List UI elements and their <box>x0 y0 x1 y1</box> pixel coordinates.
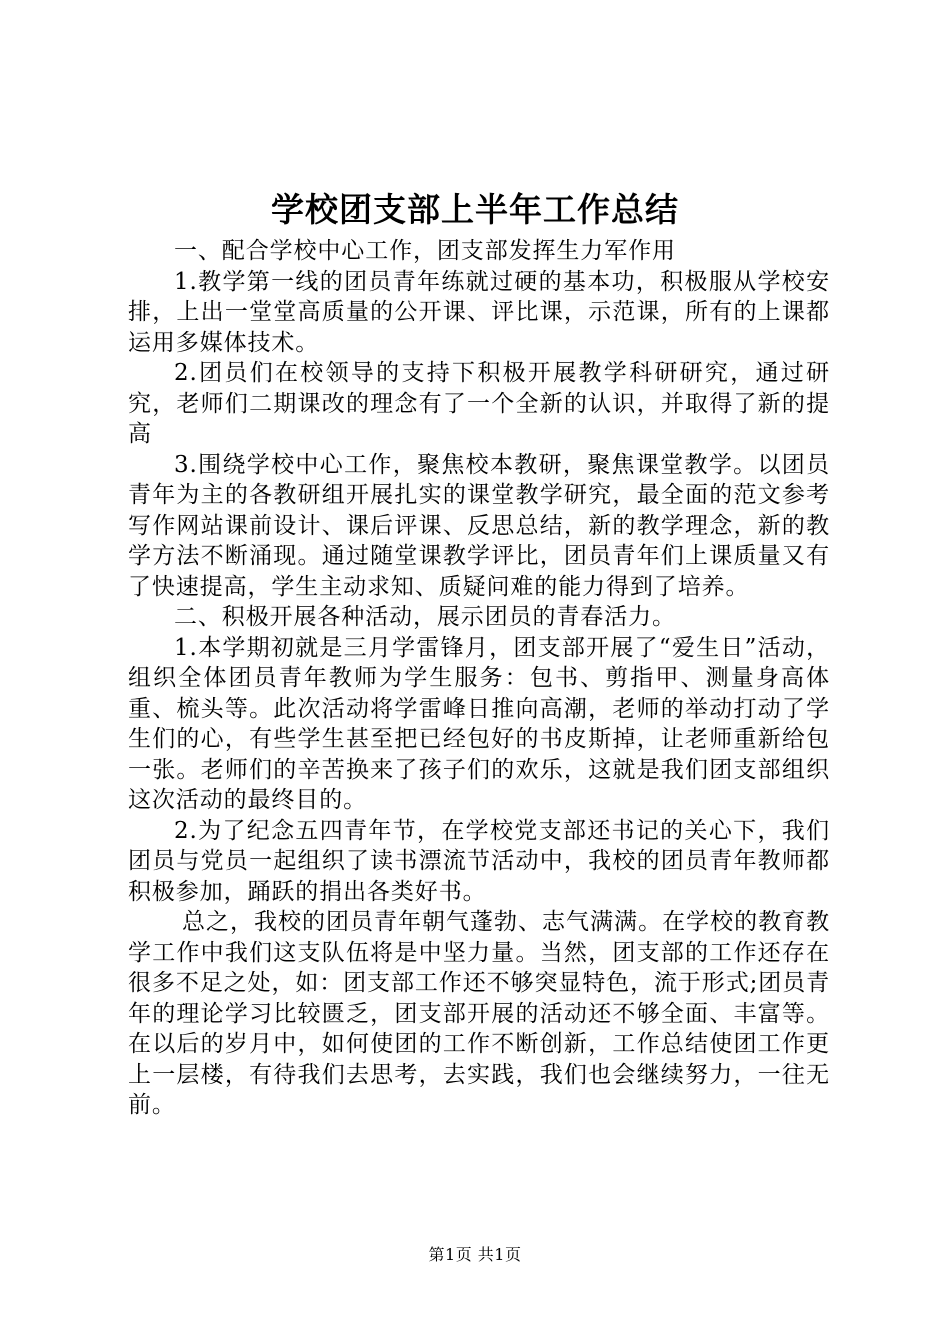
section-heading-1: 一、配合学校中心工作，团支部发挥生力军作用 <box>174 238 676 264</box>
page-footer: 第1页 共1页 <box>428 1245 522 1264</box>
paragraph-item-1-2: 2.团员们在校领导的支持下积极开展教学科研研究，通过研究，老师们二期课改的理念有了一个全新的认识，并取得了新的提高 <box>128 360 830 447</box>
paragraph-item-2-1: 1.本学期初就是三月学雷锋月，团支部开展了“爱生日”活动，组织全体团员青年教师为学生服务：包书、剪指甲、测量身高体重、梳头等。此次活动将学雷峰日推向高潮，老师的举动打动了学生们的心，有些学生甚至把已经包好的书皮斯掉，让老师重新给包一张。老师们的辛苦换来了孩子们的欢乐，这就是我们团支部组织这次活动的最终目的。 <box>128 634 830 813</box>
document-body <box>128 236 830 1121</box>
paragraph-item-2-2: 2.为了纪念五四青年节，在学校党支部还书记的关心下，我们团员与党员一起组织了读书漂流节活动中，我校的团员青年教师都积极参加，踊跃的捐出各类好书。 <box>128 817 830 905</box>
paragraph-item-1-1: 1.教学第一线的团员青年练就过硬的基本功，积极服从学校安排，上出一堂堂高质量的公开课、评比课，示范课，所有的上课都运用多媒体技术。 <box>128 268 830 356</box>
paragraph-item-1-3: 3.围绕学校中心工作，聚焦校本教研，聚焦课堂教学。以团员青年为主的各教研组开展扎实的课堂教学研究，最全面的范文参考写作网站课前设计、课后评课、反思总结，新的教学理念，新的教学方法不断涌现。通过随堂课教学评比，团员青年们上课质量又有了快速提高，学生主动求知、质疑问难的能力得到了培养。 <box>128 451 830 600</box>
section-heading-2: 二、积极开展各种活动，展示团员的青春活力。 <box>174 604 676 630</box>
paragraph-summary: 总之，我校的团员青年朝气蓬勃、志气满满。在学校的教育教学工作中我们这支队伍将是中坚力量。当然，团支部的工作还存在很多不足之处，如：团支部工作还不够突显特色，流于形式;团员青年的理论学习比较匮乏，团支部开展的活动还不够全面、丰富等。在以后的岁月中，如何使团的工作不断创新，工作总结使团工作更上一层楼，有待我们去思考，去实践，我们也会继续努力，一往无前。 <box>128 909 830 1118</box>
document-title: 学校团支部上半年工作总结 <box>271 190 679 229</box>
